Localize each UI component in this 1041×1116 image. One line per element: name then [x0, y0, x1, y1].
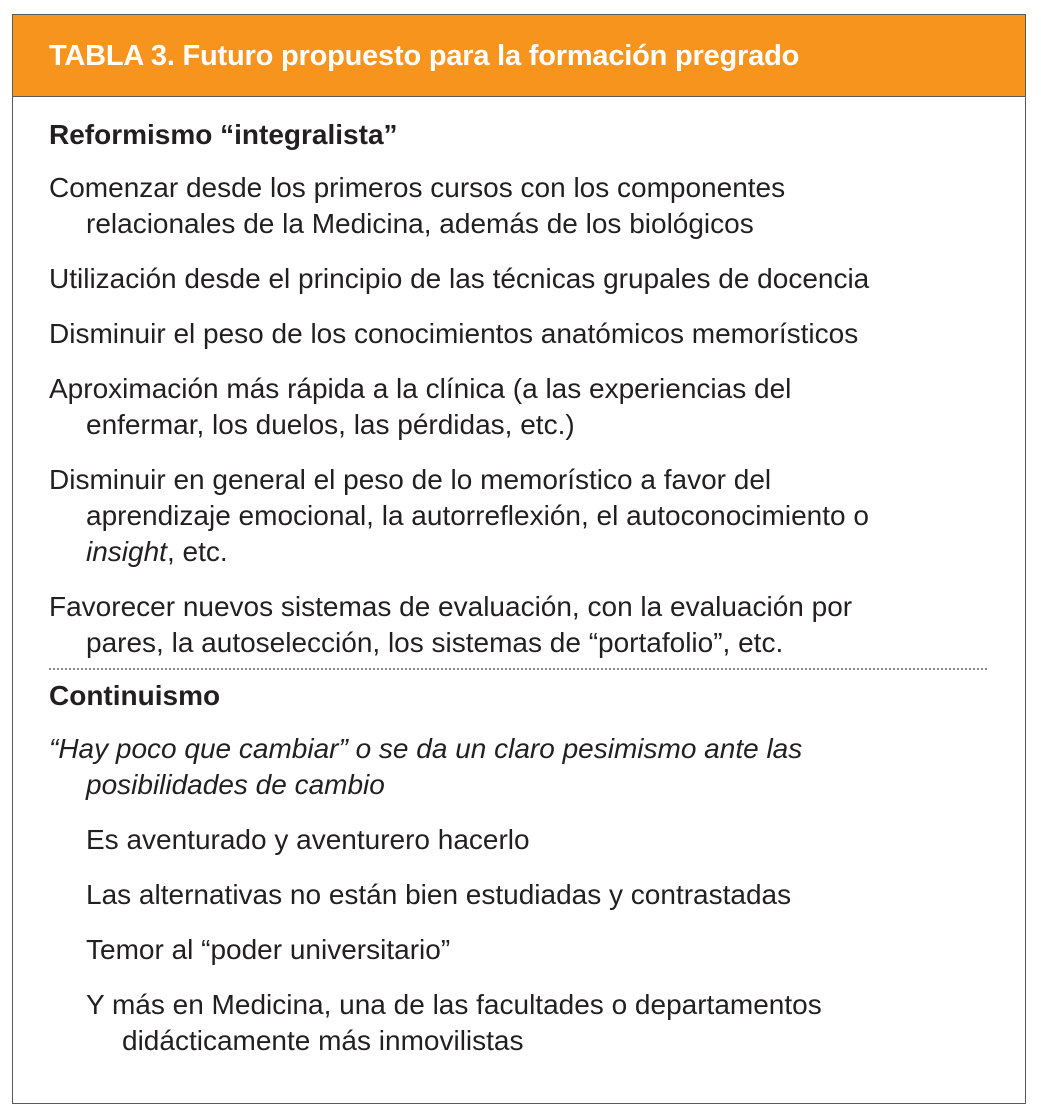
section-title-reformismo: Reformismo “integralista” [49, 119, 398, 150]
table-title: TABLA 3. Futuro propuesto para la formación pregrado [49, 40, 800, 72]
section-divider [49, 668, 987, 670]
section-reformismo [49, 117, 1025, 661]
continuismo-sub-item: Las alternativas no están bien estudiadas y contrastadas [86, 879, 792, 910]
reformismo-item: Favorecer nuevos sistemas de evaluación, con la evaluación por pares, la autoselección, los sistemas de “portafolio”, etc. [49, 591, 853, 658]
table-frame [12, 14, 1026, 1104]
reformismo-item-emphasis: insight [86, 536, 167, 567]
continuismo-lead: “Hay poco que cambiar” o se da un claro pesimismo ante las posibilidades de cambio [49, 733, 803, 800]
section-title-continuismo: Continuismo [49, 680, 221, 711]
continuismo-sub-item: Y más en Medicina, una de las facultades o departamentos didácticamente más inmovilistas [86, 989, 822, 1056]
reformismo-item [49, 462, 1025, 570]
reformismo-item-text: Disminuir en general el peso de lo memorístico a favor del aprendizaje emocional, la autorreflexión, el autoconocimiento o [49, 464, 869, 531]
continuismo-sub-item: Es aventurado y aventurero hacerlo [86, 824, 530, 855]
continuismo-sub-item: Temor al “poder universitario” [86, 934, 451, 965]
table-header [13, 15, 1025, 97]
reformismo-item: Comenzar desde los primeros cursos con los componentes relacionales de la Medicina, además de los biológicos [49, 172, 786, 239]
reformismo-item: Utilización desde el principio de las técnicas grupales de docencia [49, 263, 870, 294]
reformismo-item-text-end: , etc. [166, 536, 228, 567]
reformismo-item: Aproximación más rápida a la clínica (a las experiencias del enfermar, los duelos, las pérdidas, etc.) [49, 373, 792, 440]
table-body [13, 117, 1025, 1059]
section-continuismo [49, 678, 1025, 1059]
reformismo-item: Disminuir el peso de los conocimientos anatómicos memorísticos [49, 318, 859, 349]
